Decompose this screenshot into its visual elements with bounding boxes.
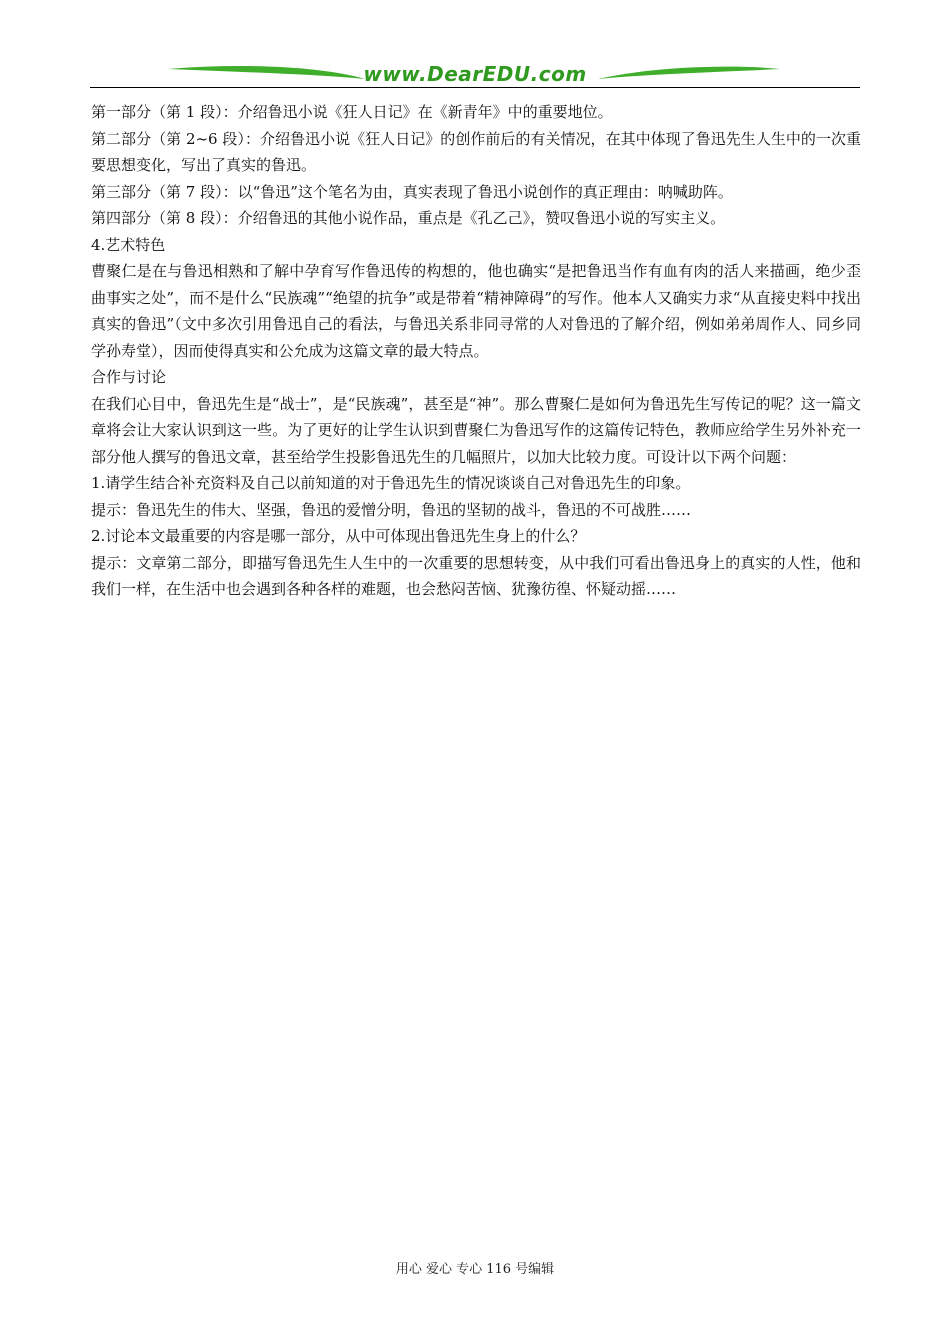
page-header bbox=[90, 58, 860, 92]
paragraph-part-two: 第二部分（第 2~6 段）：介绍鲁迅小说《狂人日记》的创作前后的有关情况，在其中体现了鲁迅先生人生中的一次重要思想变化，写出了真实的鲁迅。 bbox=[91, 129, 861, 174]
paragraph-part-one: 第一部分（第 1 段）：介绍鲁迅小说《狂人日记》在《新青年》中的重要地位。 bbox=[91, 103, 613, 121]
paragraph-part-four: 第四部分（第 8 段）：介绍鲁迅的其他小说作品，重点是《孔乙己》，赞叹鲁迅小说的写实主义。 bbox=[91, 209, 726, 227]
question-two: 2.讨论本文最重要的内容是哪一部分，从中可体现出鲁迅先生身上的什么？ bbox=[91, 527, 586, 545]
paragraph-art-features: 曹聚仁是在与鲁迅相熟和了解中孕育写作鲁迅传的构想的，他也确实“是把鲁迅当作有血有肉的活人来描画，绝少歪曲事实之处”，而不是什么“民族魂”“绝望的抗争”或是带着“精神障碍”的写作。他本人又确实力求“从直接史料中找出真实的鲁迅”（文中多次引用鲁迅自己的看法，与鲁迅关系非同寻常的人对鲁迅的了解介绍，例如弟弟周作人、同乡同学孙寿堂），因而使得真实和公允成为这篇文章的最大特点。 bbox=[91, 262, 861, 360]
header-divider bbox=[90, 87, 860, 88]
page-footer: 用心 爱心 专心 116 号编辑 bbox=[395, 1262, 555, 1277]
paragraph-discussion-intro: 在我们心目中，鲁迅先生是“战士”，是“民族魂”，甚至是“神”。那么曹聚仁是如何为鲁迅先生写传记的呢？这一篇文章将会让大家认识到这一些。为了更好的让学生认识到曹聚仁为鲁迅写作的这篇传记特色，教师应给学生另外补充一部分他人撰写的鲁迅文章，甚至给学生投影鲁迅先生的几幅照片，以加大比较力度。可设计以下两个问题： bbox=[91, 394, 861, 466]
hint-two: 提示：文章第二部分，即描写鲁迅先生人生中的一次重要的思想转变，从中我们可看出鲁迅身上的真实的人性，他和我们一样，在生活中也会遇到各种各样的难题，也会愁闷苦恼、犹豫彷徨、怀疑动摇…… bbox=[91, 553, 861, 598]
question-one: 1.请学生结合补充资料及自己以前知道的对于鲁迅先生的情况谈谈自己对鲁迅先生的印象。 bbox=[91, 474, 691, 492]
section-heading-art-features: 4.艺术特色 bbox=[91, 235, 166, 254]
site-logo: www.DearEDU.com bbox=[363, 62, 587, 86]
document-body bbox=[91, 99, 861, 603]
hint-one: 提示：鲁迅先生的伟大、坚强，鲁迅的爱憎分明，鲁迅的坚韧的战斗，鲁迅的不可战胜…… bbox=[91, 500, 692, 519]
paragraph-part-three: 第三部分（第 7 段）：以“鲁迅”这个笔名为由，真实表现了鲁迅小说创作的真正理由：呐喊助阵。 bbox=[91, 182, 733, 201]
section-heading-discussion: 合作与讨论 bbox=[91, 368, 167, 386]
